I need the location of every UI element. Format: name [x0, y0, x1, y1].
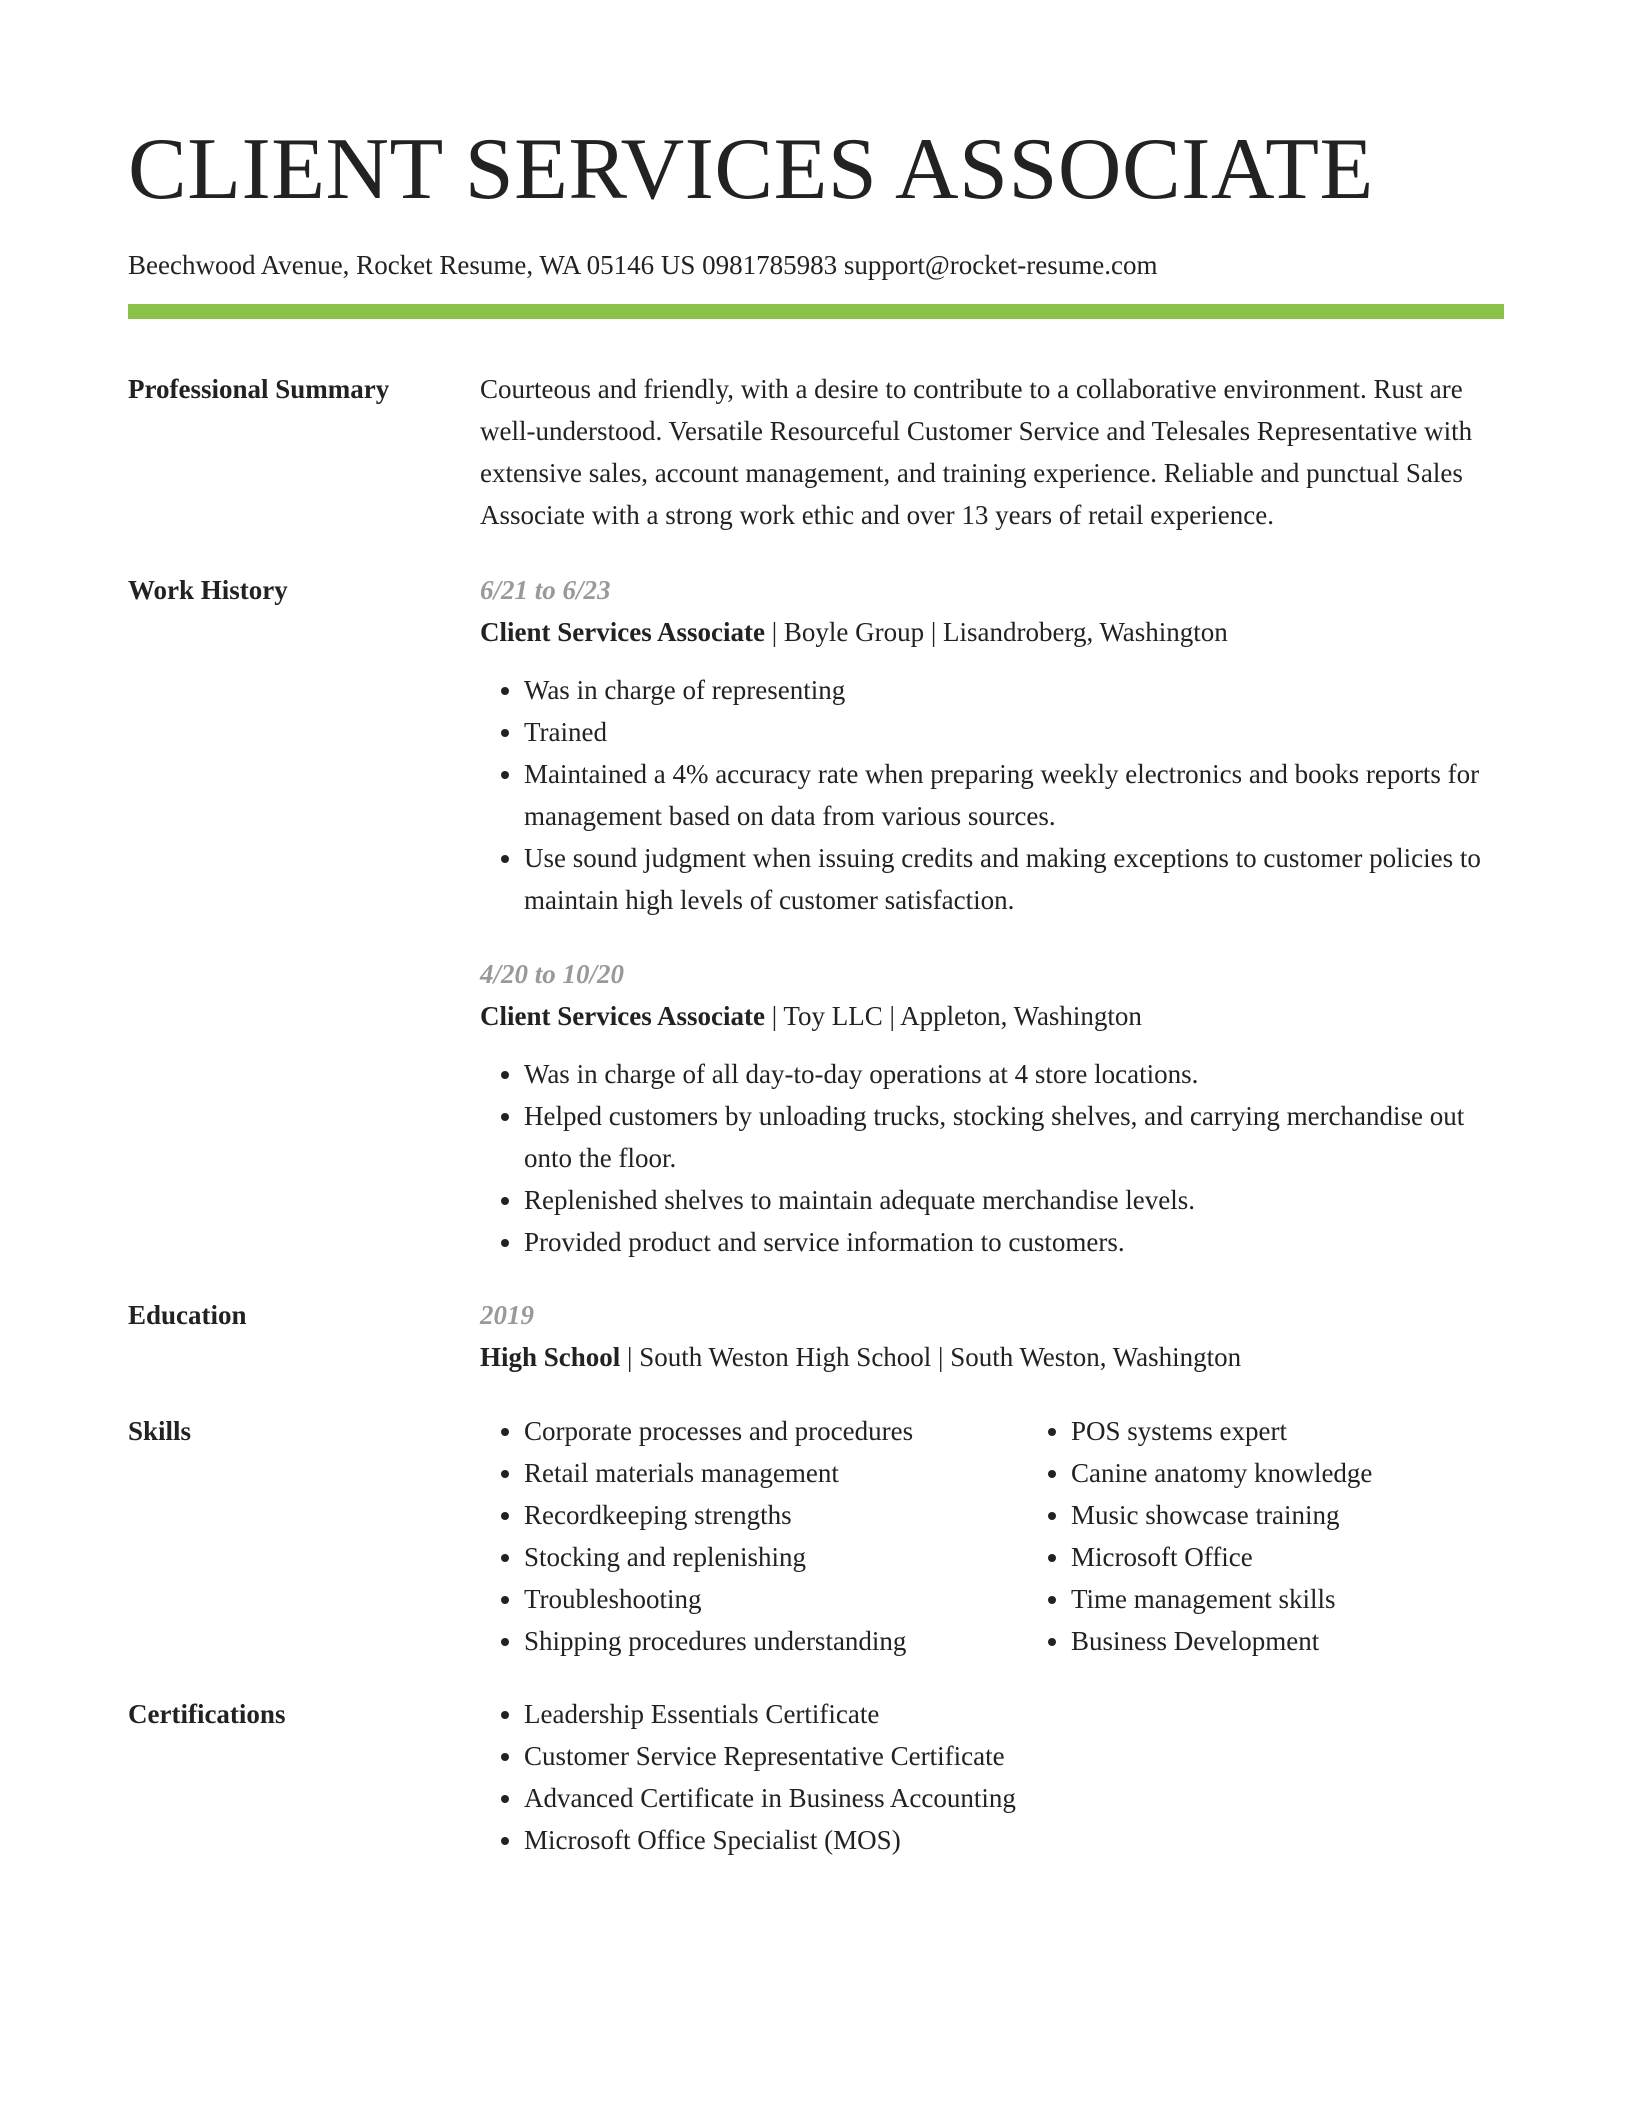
section-label: Professional Summary — [128, 374, 390, 404]
job-heading — [480, 995, 1504, 1037]
skills-list-right — [1027, 1410, 1574, 1662]
list-item: • Provided product and service information to customers. — [524, 1221, 1504, 1263]
list-item: • Microsoft Office — [1071, 1536, 1574, 1578]
list-item: • Shipping procedures understanding — [524, 1620, 1027, 1662]
resume-page — [128, 0, 1504, 1861]
education-heading — [480, 1336, 1504, 1378]
section-label: Skills — [128, 1416, 192, 1446]
list-item: • Corporate processes and procedures — [524, 1410, 1027, 1452]
education-section — [128, 1294, 1504, 1378]
skills-list-left — [480, 1410, 1027, 1662]
summary-section — [128, 368, 1504, 536]
job-dates: 4/20 to 10/20 — [480, 959, 625, 989]
list-item: • Customer Service Representative Certificate — [524, 1735, 1504, 1777]
list-item: • Leadership Essentials Certificate — [524, 1693, 1504, 1735]
list-item: • Stocking and replenishing — [524, 1536, 1027, 1578]
list-item: • Use sound judgment when issuing credits and making exceptions to customer policies to maintain high levels of customer satisfaction. — [524, 837, 1504, 921]
list-item: • Business Development — [1071, 1620, 1574, 1662]
list-item: • Retail materials management — [524, 1452, 1027, 1494]
work-history-body — [480, 569, 1504, 1263]
job-entry — [480, 569, 1504, 921]
education-body — [480, 1294, 1504, 1378]
education-details: | South Weston High School | South Weston, Washington — [620, 1342, 1242, 1372]
list-item: • Trained — [524, 711, 1504, 753]
job-title: Client Services Associate — [480, 617, 765, 647]
list-item: • Maintained a 4% accuracy rate when preparing weekly electronics and books reports for management based on data from various sources. — [524, 753, 1504, 837]
job-bullets — [480, 669, 1504, 921]
summary-text: Courteous and friendly, with a desire to contribute to a collaborative environment. Rust are well-understood. Versatile Resourceful Customer Service and Telesales Representative with extensive sales, account management, and training experience. Reliable and punctual Sales Associate with a strong work ethic and over 13 years of retail experience. — [480, 374, 1473, 530]
list-item: • Recordkeeping strengths — [524, 1494, 1027, 1536]
list-item: • Was in charge of all day-to-day operations at 4 store locations. — [524, 1053, 1504, 1095]
contact-line: Beechwood Avenue, Rocket Resume, WA 05146 US 0981785983 support@rocket-resume.com — [128, 250, 1158, 280]
work-history-section — [128, 569, 1504, 1263]
certifications-section — [128, 1693, 1504, 1861]
list-item: • Time management skills — [1071, 1578, 1574, 1620]
list-item: • Music showcase training — [1071, 1494, 1574, 1536]
list-item: • Advanced Certificate in Business Accounting — [524, 1777, 1504, 1819]
section-label: Education — [128, 1300, 247, 1330]
list-item: • Troubleshooting — [524, 1578, 1027, 1620]
job-title: Client Services Associate — [480, 1001, 765, 1031]
job-entry — [480, 953, 1504, 1263]
list-item: • Canine anatomy knowledge — [1071, 1452, 1574, 1494]
list-item: • Was in charge of representing — [524, 669, 1504, 711]
resume-name: CLIENT SERVICES ASSOCIATE — [128, 121, 1374, 218]
job-heading — [480, 611, 1504, 653]
job-bullets — [480, 1053, 1504, 1263]
certifications-body — [480, 1693, 1504, 1861]
list-item: • Helped customers by unloading trucks, stocking shelves, and carrying merchandise out onto the floor. — [524, 1095, 1504, 1179]
job-details: | Boyle Group | Lisandroberg, Washington — [764, 617, 1228, 647]
section-label: Work History — [128, 575, 288, 605]
section-label: Certifications — [128, 1699, 286, 1729]
list-item: • Replenished shelves to maintain adequate merchandise levels. — [524, 1179, 1504, 1221]
list-item: • POS systems expert — [1071, 1410, 1574, 1452]
skills-section — [128, 1410, 1504, 1662]
education-degree: High School — [480, 1342, 621, 1372]
education-year: 2019 — [480, 1300, 534, 1330]
header-divider — [128, 304, 1504, 319]
skills-body — [480, 1410, 1574, 1662]
job-dates: 6/21 to 6/23 — [480, 575, 611, 605]
certifications-list — [480, 1693, 1504, 1861]
list-item: • Microsoft Office Specialist (MOS) — [524, 1819, 1504, 1861]
job-details: | Toy LLC | Appleton, Washington — [764, 1001, 1142, 1031]
